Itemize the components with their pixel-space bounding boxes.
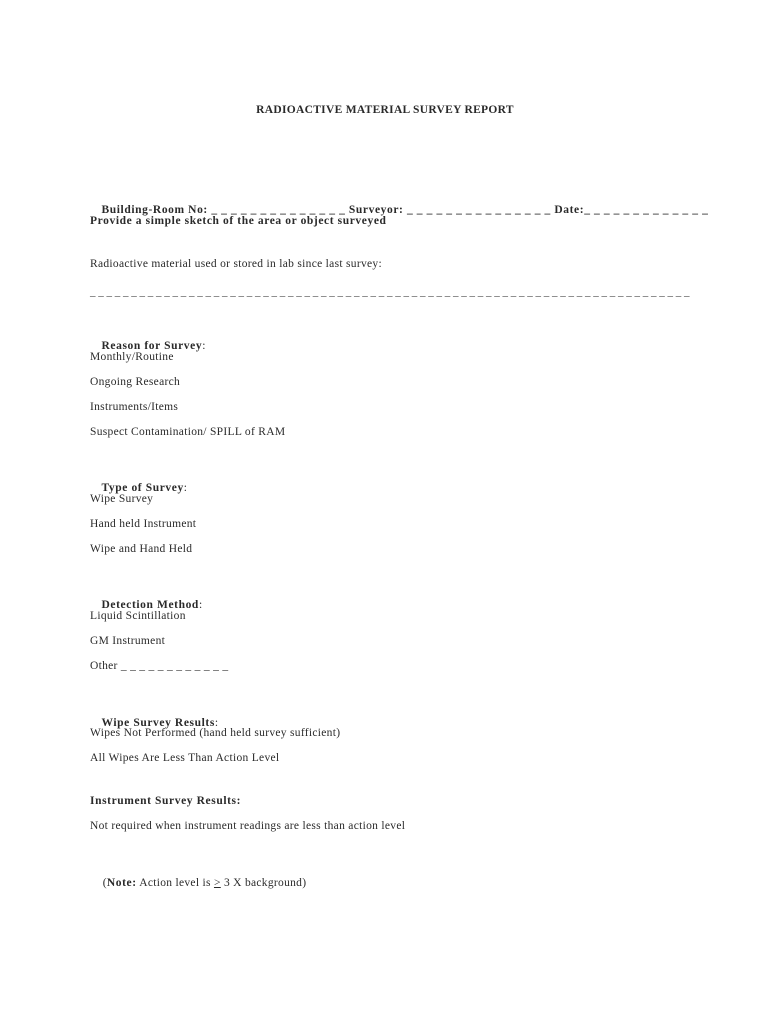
note-open-paren: ( <box>102 877 107 889</box>
surveyor-label: Surveyor: <box>348 204 404 216</box>
detection-option[interactable]: Other _ _ _ _ _ _ _ _ _ _ _ _ <box>90 660 229 672</box>
date-blank[interactable]: _ _ _ _ _ _ _ _ _ _ _ _ _ <box>584 204 709 216</box>
reason-option[interactable]: Ongoing Research <box>90 376 181 388</box>
reason-option[interactable]: Monthly/Routine <box>90 351 174 363</box>
ram-used-blank[interactable]: _ _ _ _ _ _ _ _ _ _ _ _ _ _ _ _ _ _ _ _ _ _ _ _ _ _ _ _ _ _ _ _ _ _ _ _ _ _ _ _ _ _ _ _ _ _ _ _ _ _ _ _ _ _ _ _ _ _ _ _ _ _ _ _ _ _ _ _ _ _ _ _ _ <box>90 286 690 298</box>
page-title: RADIOACTIVE MATERIAL SURVEY REPORT <box>256 104 514 116</box>
date-label: Date: <box>554 204 585 216</box>
greater-equal-symbol: > <box>213 877 221 889</box>
surveyor-blank[interactable]: _ _ _ _ _ _ _ _ _ _ _ _ _ _ _ <box>403 204 555 216</box>
wipe-results-colon: : <box>214 717 219 729</box>
instrument-results-heading: Instrument Survey Results: <box>90 795 242 807</box>
detection-option[interactable]: GM Instrument <box>90 635 166 647</box>
detection-option[interactable]: Liquid Scintillation <box>90 610 186 622</box>
reason-option[interactable]: Suspect Contamination/ SPILL of RAM <box>90 426 286 438</box>
sketch-instruction: Provide a simple sketch of the area or object surveyed <box>90 215 387 227</box>
type-option[interactable]: Wipe and Hand Held <box>90 543 193 555</box>
wipe-results-option[interactable]: All Wipes Are Less Than Action Level <box>90 752 280 764</box>
reason-colon: : <box>202 340 206 352</box>
ram-used-label: Radioactive material used or stored in lab since last survey: <box>90 258 382 270</box>
type-option[interactable]: Wipe Survey <box>90 493 154 505</box>
reason-option[interactable]: Instruments/Items <box>90 401 179 413</box>
note-label: Note: <box>106 877 137 889</box>
note-text-after: 3 X background) <box>220 877 307 889</box>
wipe-results-heading: Wipe Survey Results <box>101 717 215 729</box>
building-room-label: Building-Room No: <box>101 204 208 216</box>
detection-colon: : <box>198 599 203 611</box>
wipe-results-option[interactable]: Wipes Not Performed (hand held survey sufficient) <box>90 727 341 739</box>
instrument-results-option[interactable]: Not required when instrument readings are less than action level <box>90 820 406 832</box>
type-option[interactable]: Hand held Instrument <box>90 518 197 530</box>
note-text-before: Action level is <box>136 877 214 889</box>
reason-heading: Reason for Survey <box>101 340 203 352</box>
detection-heading: Detection Method <box>101 599 199 611</box>
building-room-blank[interactable]: _ _ _ _ _ _ _ _ _ _ _ _ _ _ <box>207 204 349 216</box>
action-level-note <box>90 862 306 904</box>
type-colon: : <box>183 482 187 494</box>
type-heading: Type of Survey <box>101 482 184 494</box>
